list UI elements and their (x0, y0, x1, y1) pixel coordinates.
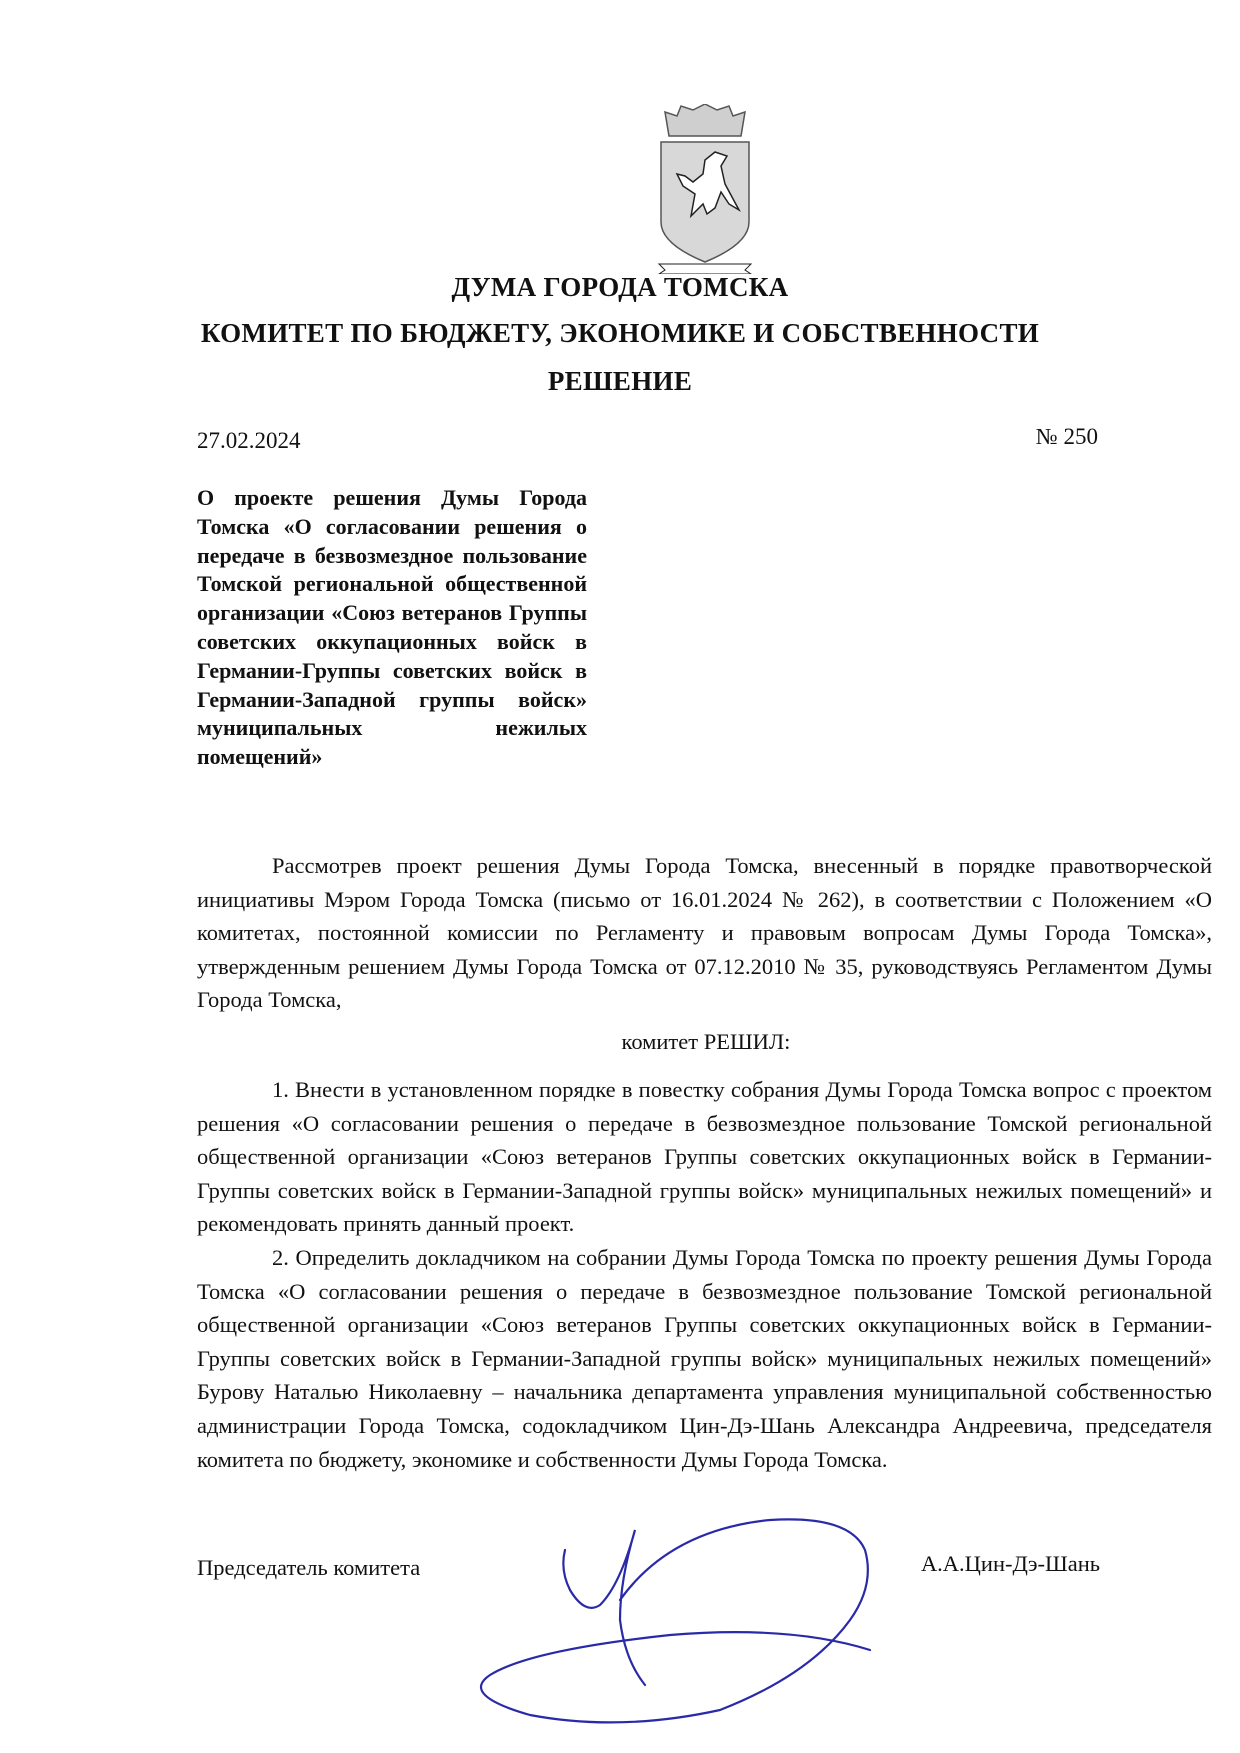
resolution-item: 1. Внести в установленном порядке в повестку собрания Думы Города Томска вопрос с проектом решения «О согласовании решения о передаче в безвозмездное пользование Томской региональной общественной организации «Союз ветеранов Группы советских оккупационных войск в Германии-Группы советских войск в Германии-Западной группы войск» муниципальных нежилых помещений» и рекомендовать принять данный проект. (197, 1077, 1212, 1237)
preamble-text: Рассмотрев проект решения Думы Города Томска, внесенный в порядке правотворческой инициативы Мэром Города Томска (письмо от 16.01.2024 № 262), в соответствии с Положением «О комитетах, постоянной комиссии по Регламенту и правовым вопросам Думы Города Томска», утвержденным решением Думы Города Томска от 07.12.2010 № 35, руководствуясь Регламентом Думы Города Томска, (197, 853, 1212, 1013)
preamble (197, 849, 1212, 1017)
signatory-name: А.А.Цин-Дэ-Шань (920, 1551, 1100, 1576)
document-type: РЕШЕНИЕ (547, 366, 693, 396)
organization-name: ДУМА ГОРОДА ТОМСКА (451, 272, 789, 302)
resolution-items (197, 1073, 1212, 1476)
handwritten-signature (470, 1510, 980, 1725)
document-number: № 250 (1035, 424, 1098, 449)
committee-name: КОМИТЕТ ПО БЮДЖЕТУ, ЭКОНОМИКЕ И СОБСТВЕННОСТИ (200, 318, 1040, 348)
signatory-role: Председатель комитета (197, 1555, 421, 1580)
city-coat-of-arms-emblem (655, 104, 755, 274)
document-subject: О проекте решения Думы Города Томска «О согласовании решения о передаче в безвозмездное пользование Томской региональной общественной организации «Союз ветеранов Группы советских оккупационных войск в Германии-Группы советских войск в Германии-Западной группы войск» муниципальных нежилых помещений» (197, 485, 587, 770)
document-date: 27.02.2024 (197, 428, 301, 453)
resolution-item: 2. Определить докладчиком на собрании Думы Города Томска по проекту решения Думы Города Томска «О согласовании решения о передаче в безвозмездное пользование Томской региональной общественной организации «Союз ветеранов Группы советских оккупационных войск в Германии-Группы советских войск в Германии-Западной группы войск» муниципальных нежилых помещений» Бурову Наталью Николаевну – начальника департамента управления муниципальной собственностью администрации Города Томска, содокладчиком Цин-Дэ-Шань Александра Андреевича, председателя комитета по бюджету, экономике и собственности Думы Города Томска. (197, 1244, 1212, 1472)
resolved-heading: комитет РЕШИЛ: (621, 1029, 791, 1054)
